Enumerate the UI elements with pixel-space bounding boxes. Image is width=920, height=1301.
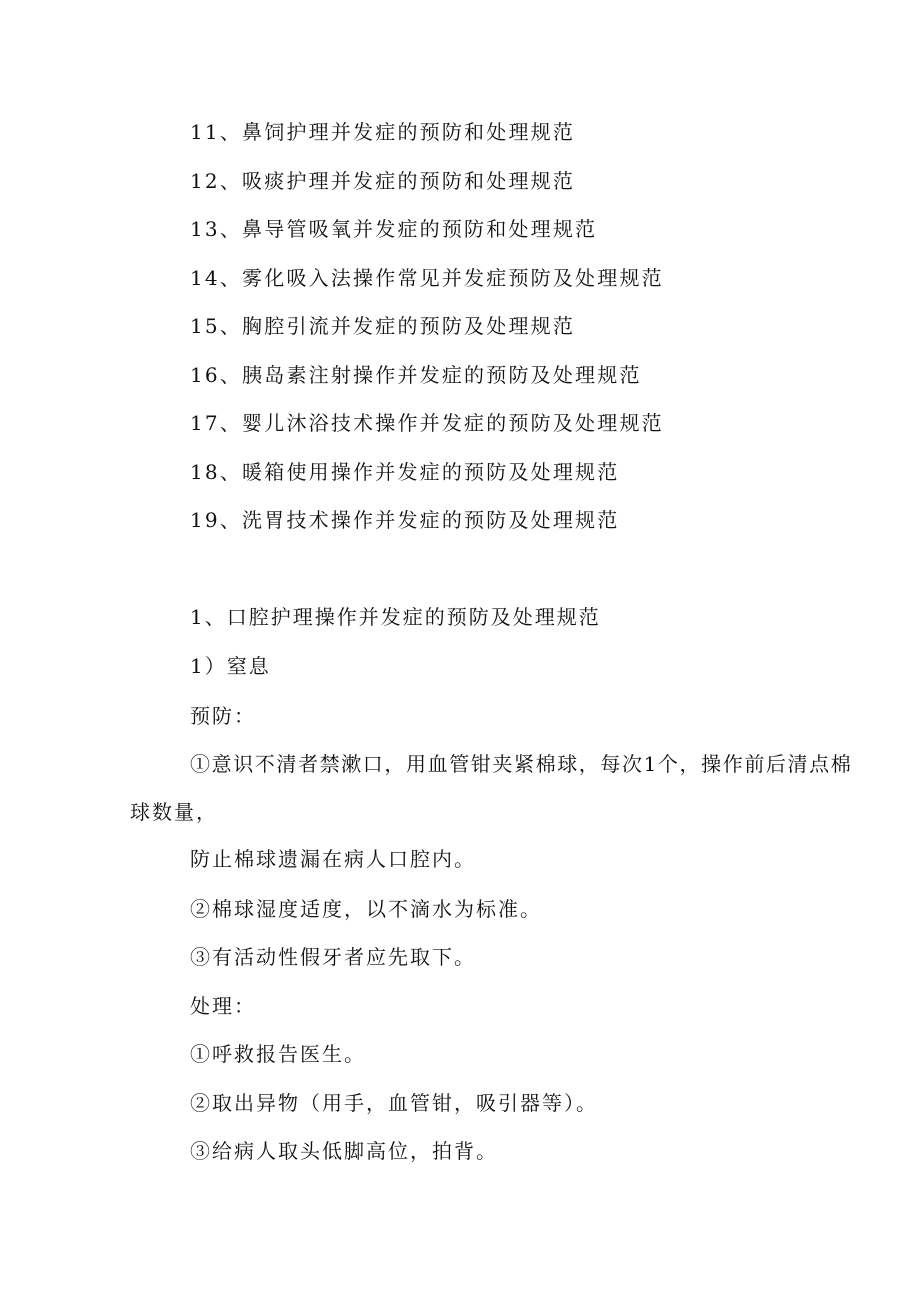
toc-item: 17、婴儿沐浴技术操作并发症的预防及处理规范: [190, 411, 664, 435]
section-title: 1、口腔护理操作并发症的预防及处理规范: [190, 605, 601, 629]
treatment-item-2: ②取出异物（用手，血管钳，吸引器等）。: [190, 1091, 598, 1115]
toc-item: 11、鼻饲护理并发症的预防和处理规范: [190, 120, 576, 144]
prevention-item-1-line-1: ①意识不清者禁漱口，用血管钳夹紧棉球，每次1个，操作前后清点棉: [190, 752, 853, 776]
section-subtitle: 1）窒息: [190, 654, 271, 678]
toc-item: 18、暖箱使用操作并发症的预防及处理规范: [190, 460, 620, 484]
prevention-item-2: ②棉球湿度适度，以不滴水为标准。: [190, 897, 542, 921]
treatment-item-1: ①呼救报告医生。: [190, 1042, 366, 1066]
treatment-heading: 处理：: [190, 994, 256, 1018]
toc-item: 19、洗胃技术操作并发症的预防及处理规范: [190, 508, 620, 532]
treatment-item-3: ③给病人取头低脚高位，拍背。: [190, 1139, 498, 1163]
toc-item: 13、鼻导管吸氧并发症的预防和处理规范: [190, 217, 598, 241]
prevention-item-3: ③有活动性假牙者应先取下。: [190, 945, 476, 969]
toc-item: 12、吸痰护理并发症的预防和处理规范: [190, 169, 576, 193]
prevention-heading: 预防：: [190, 704, 256, 728]
toc-item: 15、胸腔引流并发症的预防及处理规范: [190, 314, 576, 338]
toc-item: 16、胰岛素注射操作并发症的预防及处理规范: [190, 363, 642, 387]
prevention-item-1-line-2: 球数量，: [130, 800, 218, 824]
prevention-item-1-continuation: 防止棉球遗漏在病人口腔内。: [190, 847, 476, 871]
toc-item: 14、雾化吸入法操作常见并发症预防及处理规范: [190, 266, 664, 290]
